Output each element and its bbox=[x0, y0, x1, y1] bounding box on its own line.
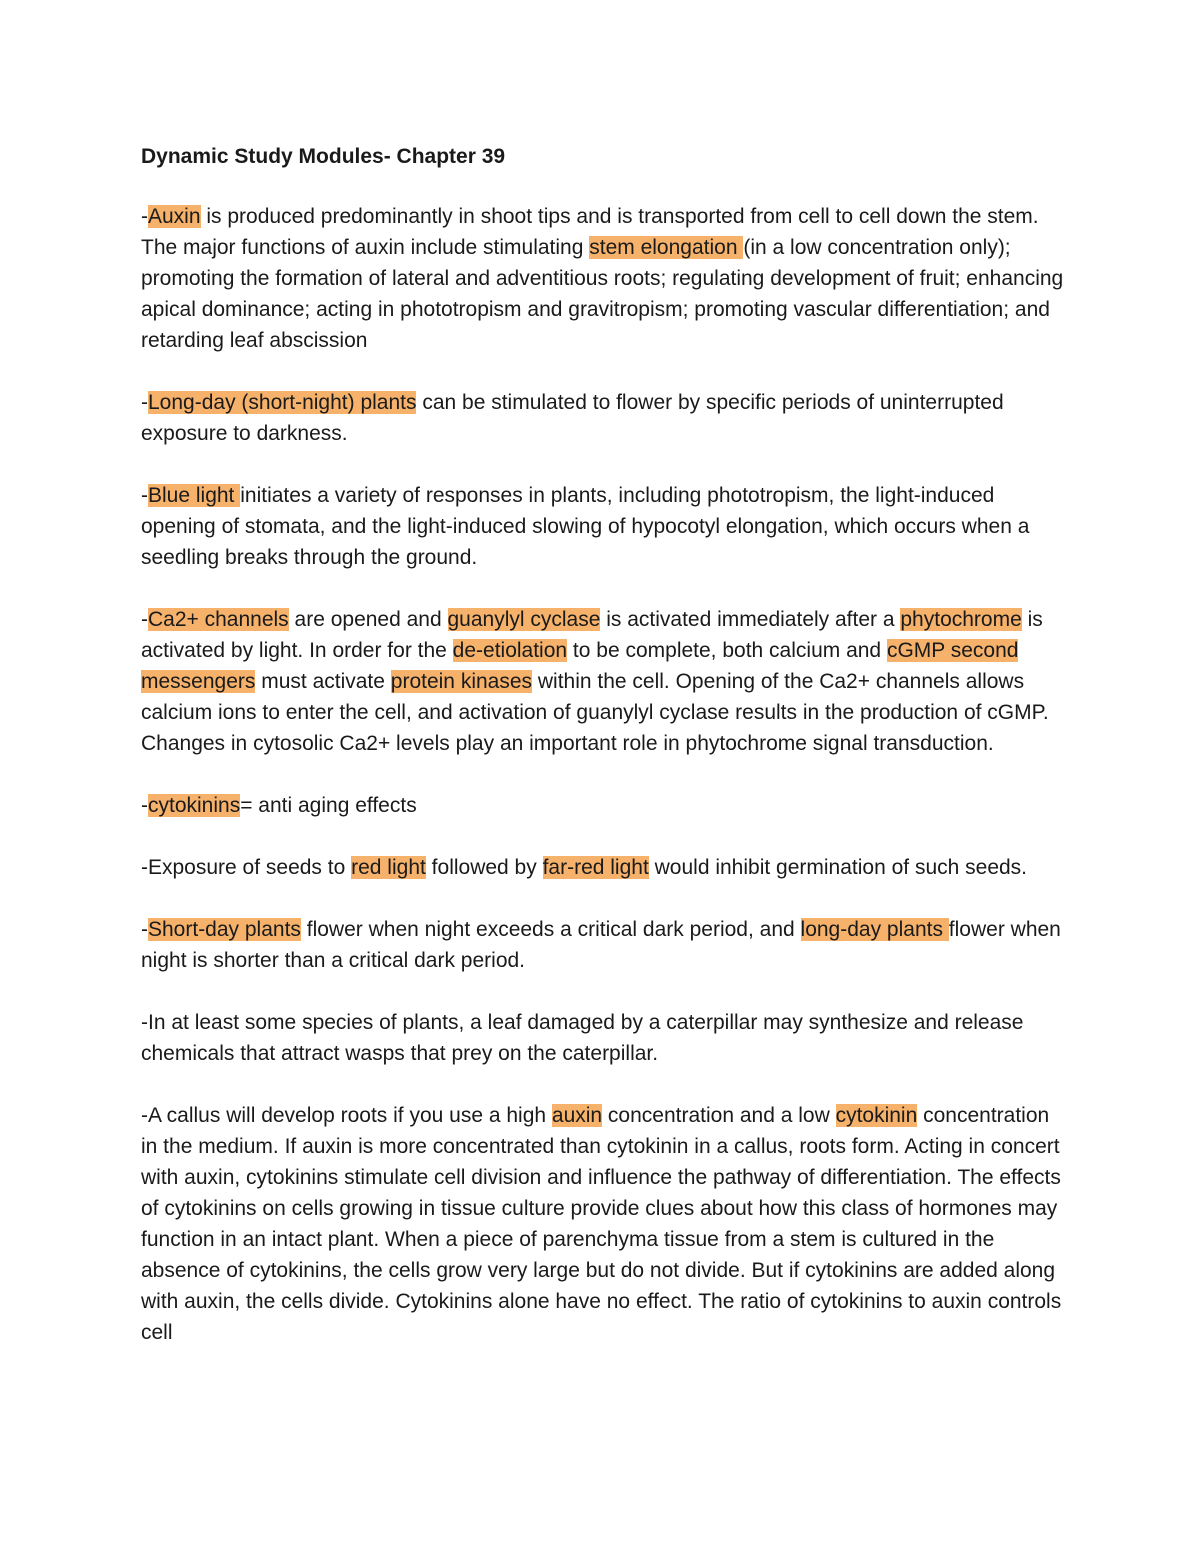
paragraph-text: are opened and bbox=[288, 608, 448, 631]
paragraph bbox=[141, 1007, 1066, 1069]
highlighted-term: cytokinin bbox=[835, 1104, 918, 1127]
paragraph-text: flower when night is shorter than a critical dark period. bbox=[141, 918, 1061, 972]
document-page bbox=[141, 141, 1066, 1379]
paragraph-text: would inhibit germination of such seeds. bbox=[648, 856, 1028, 879]
paragraph-text: must activate bbox=[255, 670, 391, 693]
highlighted-term: de-etiolation bbox=[452, 639, 568, 662]
paragraph bbox=[141, 852, 1066, 883]
document-body bbox=[141, 201, 1066, 1348]
paragraph-text: concentration and a low bbox=[602, 1104, 836, 1127]
paragraph-text: is produced predominantly in shoot tips and is transported from cell to cell down the stem. The major functions of auxin include stimulating bbox=[141, 205, 1039, 259]
paragraph-text: flower when night exceeds a critical dark period, and bbox=[300, 918, 801, 941]
highlighted-term: Auxin bbox=[148, 205, 201, 228]
paragraph-text: = anti aging effects bbox=[240, 794, 417, 817]
paragraph-text: concentration in the medium. If auxin is more concentrated than cytokinin in a callus, roots form. Acting in concert with auxin, cytokinins stimulate cell division and influence the pathway of differentiation. The effects of cytokinins on cells growing in tissue culture provide clues about how this class of hormones may function in an intact plant. When a piece of parenchyma tissue from a stem is cultured in the absence of cytokinins, the cells grow very large but do not divide. But if cytokinins are added along with auxin, the cells divide. Cytokinins alone have no effect. The ratio of cytokinins to auxin controls cell bbox=[141, 1104, 1062, 1344]
paragraph-text: - bbox=[141, 794, 148, 817]
highlighted-term: far-red light bbox=[542, 856, 649, 879]
highlighted-term: guanylyl cyclase bbox=[447, 608, 601, 631]
paragraph-text: - bbox=[141, 918, 148, 941]
paragraph bbox=[141, 914, 1066, 976]
paragraph bbox=[141, 1100, 1066, 1348]
paragraph bbox=[141, 201, 1066, 356]
paragraph bbox=[141, 387, 1066, 449]
highlighted-term: Ca2+ channels bbox=[148, 608, 289, 631]
highlighted-term: protein kinases bbox=[390, 670, 533, 693]
highlighted-term: cytokinins bbox=[148, 794, 241, 817]
highlighted-term: Blue light bbox=[148, 484, 241, 507]
paragraph bbox=[141, 790, 1066, 821]
paragraph-text: - bbox=[141, 205, 148, 228]
paragraph-text: is activated by light. In order for the bbox=[141, 608, 1043, 662]
highlighted-term: phytochrome bbox=[900, 608, 1022, 631]
paragraph bbox=[141, 604, 1066, 759]
paragraph-text: is activated immediately after a bbox=[600, 608, 901, 631]
paragraph bbox=[141, 480, 1066, 573]
highlighted-term: stem elongation bbox=[589, 236, 744, 259]
paragraph-text: can be stimulated to flower by specific periods of uninterrupted exposure to darkness. bbox=[141, 391, 1004, 445]
paragraph-text: (in a low concentration only); promoting the formation of lateral and adventitious roots; regulating development of fruit; enhancing apical dominance; acting in phototropism and gravitropism; promoting vascular differentiation; and retarding leaf abscission bbox=[141, 236, 1064, 352]
highlighted-term: cGMP second messengers bbox=[141, 639, 1019, 693]
highlighted-term: Short-day plants bbox=[148, 918, 301, 941]
paragraph-text: followed by bbox=[425, 856, 543, 879]
highlighted-term: Long-day (short-night) plants bbox=[148, 391, 417, 414]
paragraph-text: -In at least some species of plants, a leaf damaged by a caterpillar may synthesize and release chemicals that attract wasps that prey on the caterpillar. bbox=[141, 1011, 1024, 1065]
paragraph-text: within the cell. Opening of the Ca2+ channels allows calcium ions to enter the cell, and activation of guanylyl cyclase results in the production of cGMP. Changes in cytosolic Ca2+ levels play an important role in phytochrome signal transduction. bbox=[141, 670, 1049, 755]
document-title: Dynamic Study Modules- Chapter 39 bbox=[141, 145, 506, 168]
paragraph-text: -Exposure of seeds to bbox=[141, 856, 352, 879]
highlighted-term: auxin bbox=[551, 1104, 603, 1127]
paragraph-text: - bbox=[141, 484, 148, 507]
highlighted-term: long-day plants bbox=[800, 918, 949, 941]
highlighted-term: red light bbox=[351, 856, 426, 879]
paragraph-text: - bbox=[141, 391, 148, 414]
paragraph-text: initiates a variety of responses in plants, including phototropism, the light-induced opening of stomata, and the light-induced slowing of hypocotyl elongation, which occurs when a seedling breaks through the ground. bbox=[141, 484, 1030, 569]
paragraph-text: to be complete, both calcium and bbox=[567, 639, 887, 662]
paragraph-text: -A callus will develop roots if you use a high bbox=[141, 1104, 552, 1127]
paragraph-text: - bbox=[141, 608, 148, 631]
